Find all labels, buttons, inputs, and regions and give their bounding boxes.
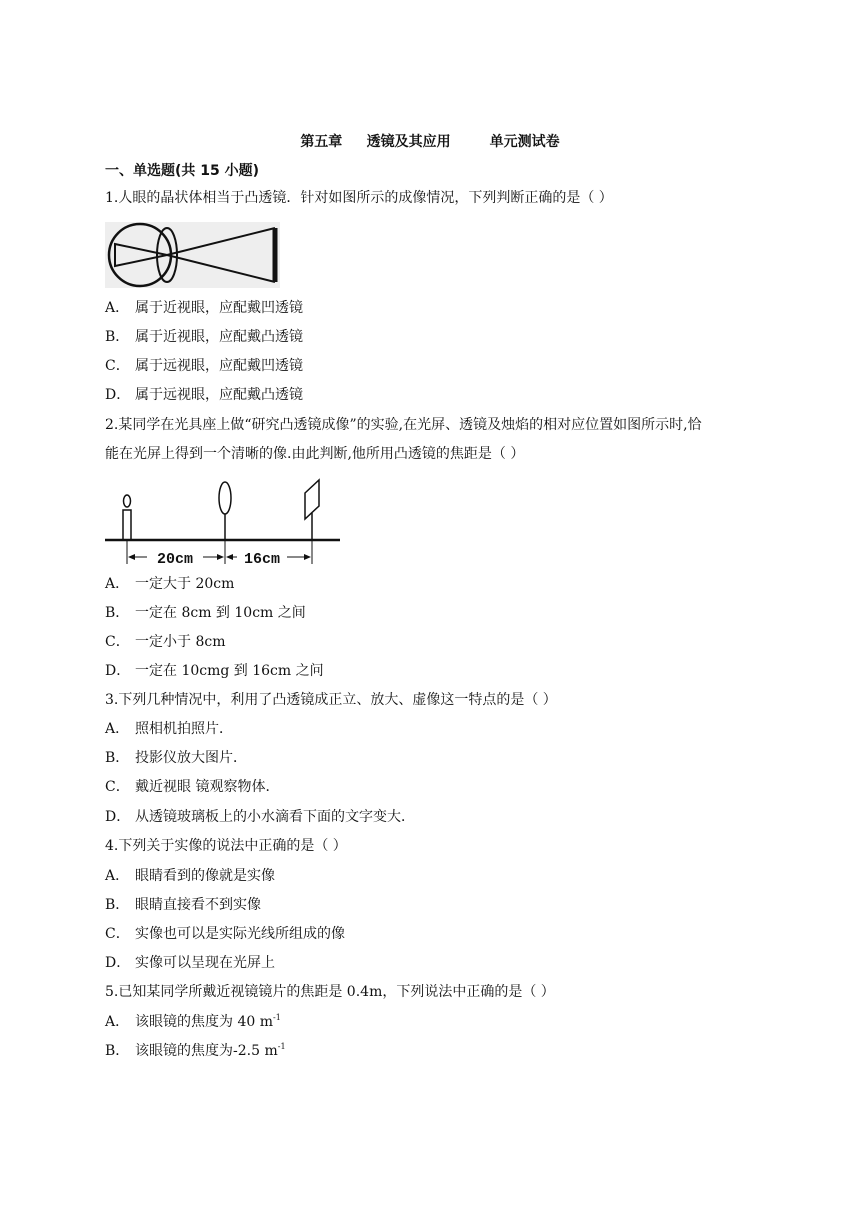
question-1-option-c[interactable]: C． 属于远视眼，应配戴凹透镜 [105, 358, 303, 374]
question-1-option-a[interactable]: A． 属于近视眼，应配戴凹透镜 [105, 300, 303, 316]
question-3-option-b[interactable]: B． 投影仪放大图片． [105, 750, 247, 766]
question-3-stem: 3.下列几种情况中，利用了凸透镜成正立、放大、虚像这一特点的是（ ） [105, 692, 557, 708]
question-2-option-b[interactable]: B． 一定在 8cm 到 10cm 之间 [105, 605, 306, 621]
question-3-option-c[interactable]: C． 戴近视眼 镜观察物体． [105, 779, 280, 795]
question-1-stem: 1.人眼的晶状体相当于凸透镜．针对如图所示的成像情况，下列判断正确的是（ ） [105, 190, 613, 206]
question-4-stem: 4.下列关于实像的说法中正确的是（ ） [105, 838, 347, 854]
question-4-option-a[interactable]: A． 眼睛看到的像就是实像 [105, 868, 275, 884]
question-2-stem-line2: 能在光屏上得到一个清晰的像.由此判断,他所用凸透镜的焦距是（ ） [105, 446, 525, 462]
question-2-option-a[interactable]: A． 一定大于 20cm [105, 576, 235, 592]
question-4-option-d[interactable]: D． 实像可以呈现在光屏上 [105, 955, 275, 971]
distance-label-left: 20cm [156, 551, 194, 568]
question-4-option-c[interactable]: C． 实像也可以是实际光线所组成的像 [105, 926, 345, 942]
question-5-option-a[interactable]: A． 该眼镜的焦度为 40 $m^{-1}$ [105, 1013, 281, 1030]
question-5-option-b[interactable]: B． 该眼镜的焦度为-2.5 $m^{-1}$ [105, 1042, 286, 1059]
question-5-stem: 5.已知某同学所戴近视镜镜片的焦距是 0.4m，下列说法中正确的是（ ） [105, 984, 555, 1000]
question-1-option-d[interactable]: D． 属于远视眼，应配戴凸透镜 [105, 387, 303, 403]
optical-bench-diagram [105, 478, 345, 570]
question-3-option-a[interactable]: A． 照相机拍照片． [105, 721, 233, 737]
section-heading: 一、单选题(共 15 小题) [105, 163, 260, 179]
eye-image-diagram [105, 222, 280, 288]
question-4-option-b[interactable]: B． 眼睛直接看不到实像 [105, 897, 261, 913]
question-2-option-d[interactable]: D． 一定在 10cmg 到 16cm 之问 [105, 663, 324, 679]
distance-label-right: 16cm [243, 551, 281, 568]
question-2-stem-line1: 2.某同学在光具座上做“研究凸透镜成像”的实验,在光屏、透镜及烛焰的相对应位置如图所示时,恰 [105, 417, 702, 433]
page-title: 第五章 透镜及其应用 单元测试卷 [300, 134, 560, 150]
question-2-option-c[interactable]: C． 一定小于 8cm [105, 634, 226, 650]
question-3-option-d[interactable]: D． 从透镜玻璃板上的小水滴看下面的文字变大． [105, 809, 415, 825]
question-1-option-b[interactable]: B． 属于近视眼，应配戴凸透镜 [105, 329, 303, 345]
